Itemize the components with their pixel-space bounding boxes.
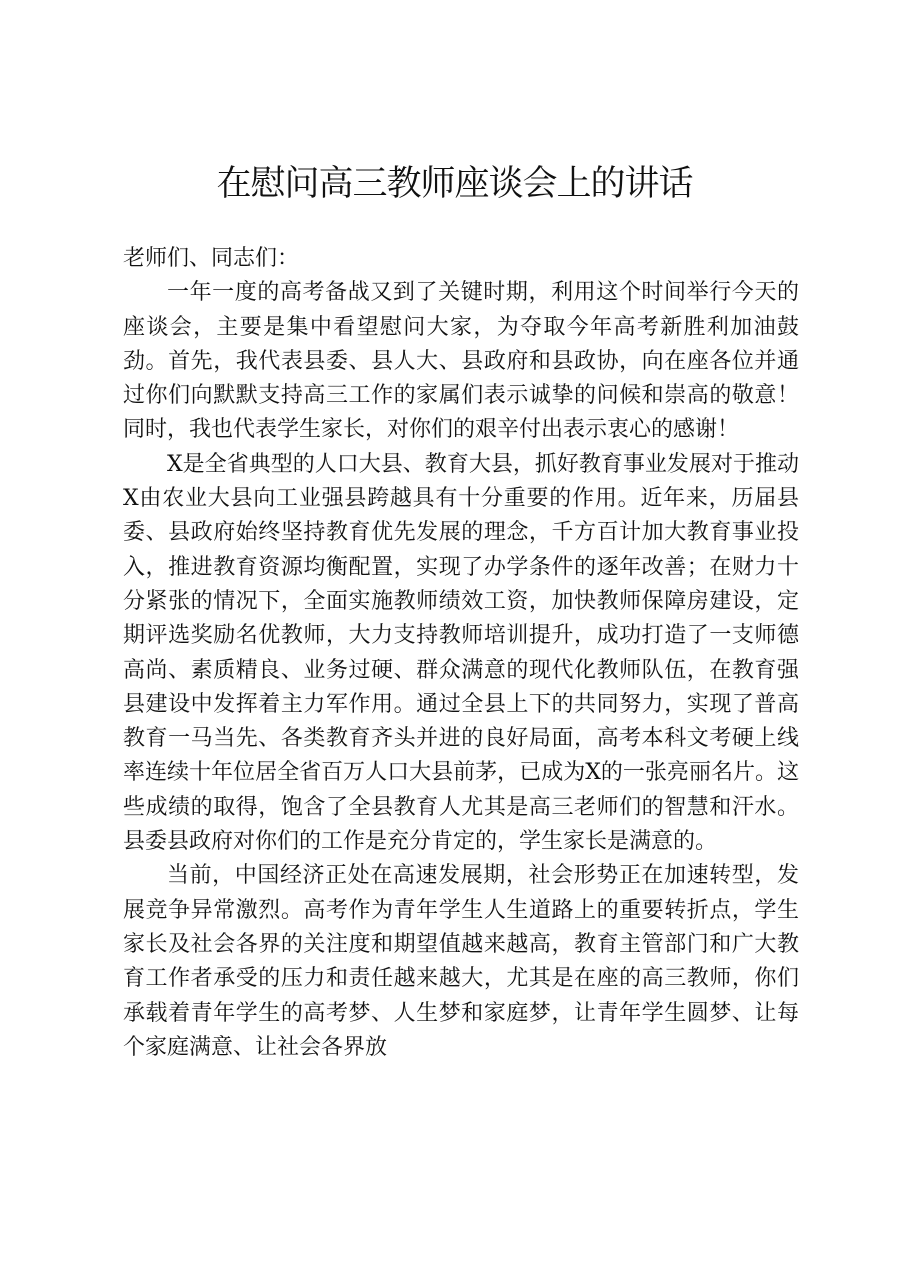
document-body [123, 242, 799, 1065]
document-title: 在慰问高三教师座谈会上的讲话 [216, 164, 693, 204]
salutation: 老师们、同志们： [123, 246, 300, 271]
paragraph-3: 当前，中国经济正处在高速发展期，社会形势正在加速转型，发展竞争异常激烈。高考作为青年学生人生道路上的重要转折点，学生家长及社会各界的关注度和期望值越来越高，教育主管部门和广大教育工作者承受的压力和责任越来越大，尤其是在座的高三教师，你们承载着青年学生的高考梦、人生梦和家庭梦，让青年学生圆梦、让每个家庭满意、让社会各界放 [123, 863, 799, 1060]
paragraph-2: X是全省典型的人口大县、教育大县，抓好教育事业发展对于推动X由农业大县向工业强县跨越具有十分重要的作用。近年来，历届县委、县政府始终坚持教育优先发展的理念，千方百计加大教育事业投入，推进教育资源均衡配置，实现了办学条件的逐年改善；在财力十分紧张的情况下，全面实施教师绩效工资，加快教师保障房建设，定期评选奖励名优教师，大力支持教师培训提升，成功打造了一支师德高尚、素质精良、业务过硬、群众满意的现代化教师队伍，在教育强县建设中发挥着主力军作用。通过全县上下的共同努力，实现了普高教育一马当先、各类教育齐头并进的良好局面，高考本科文考硬上线率连续十年位居全省百万人口大县前茅，已成为X的一张亮丽名片。这些成绩的取得，饱含了全县教育人尤其是高三老师们的智慧和汗水。县委县政府对你们的工作是充分肯定的，学生家长是满意的。 [123, 451, 799, 855]
paragraph-1: 一年一度的高考备战又到了关键时期，利用这个时间举行今天的座谈会，主要是集中看望慰问大家，为夺取今年高考新胜利加油鼓劲。首先，我代表县委、县人大、县政府和县政协，向在座各位并通过你们向默默支持高三工作的家属们表示诚挚的问候和崇高的敬意！同时，我也代表学生家长，对你们的艰辛付出表示衷心的感谢！ [123, 280, 799, 443]
